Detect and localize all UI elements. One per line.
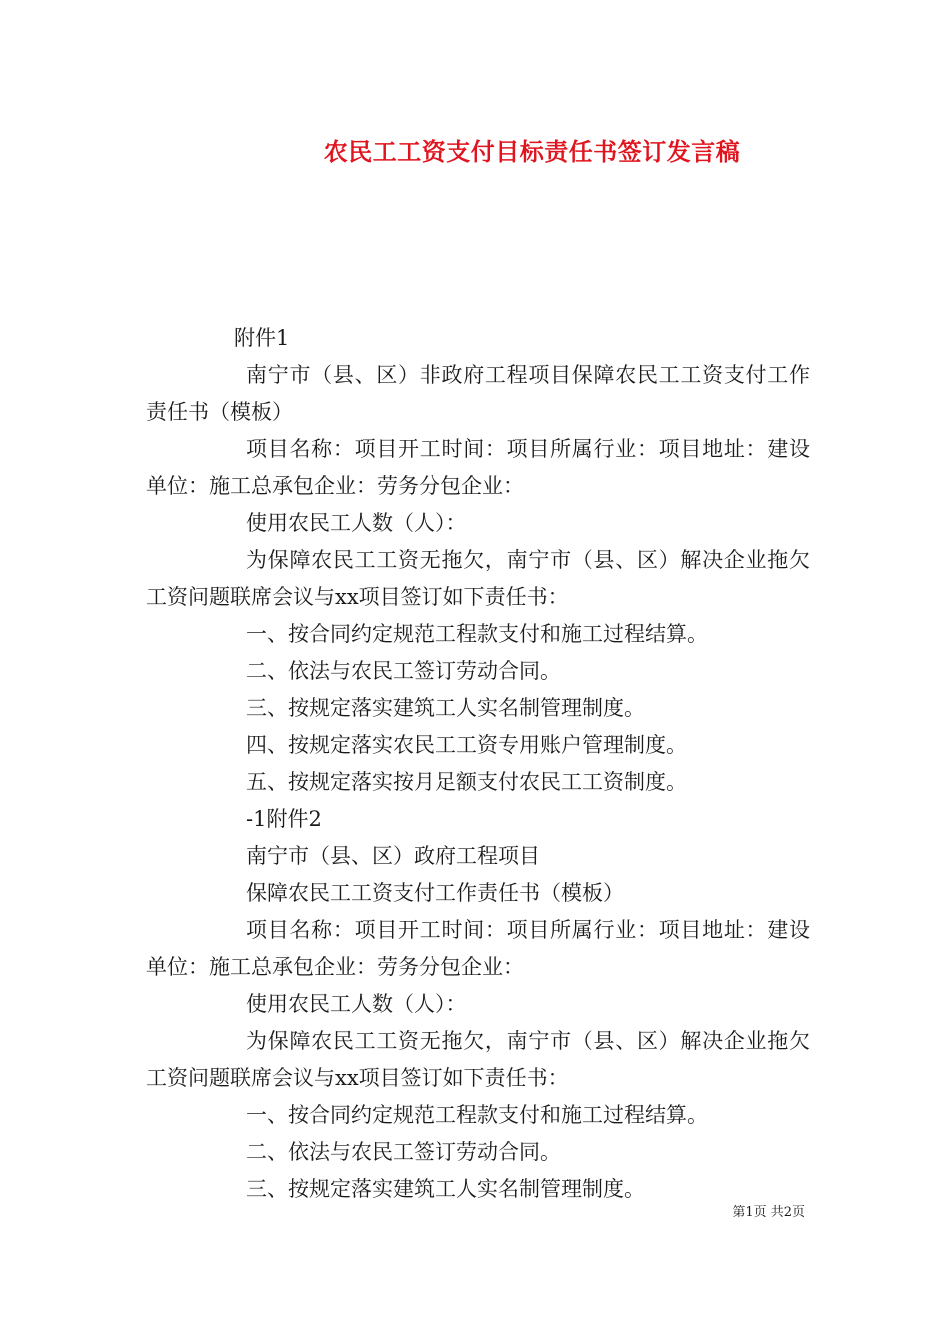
annex-1-label: 附件1: [234, 326, 290, 350]
paragraph: 为保障农民工工资无拖欠，南宁市（县、区）解决企业拖欠工资问题联席会议与xx项目签订如下责任书：: [146, 548, 810, 609]
annex-2-label: -1附件2: [246, 807, 322, 831]
list-item: 四、按规定落实农民工工资专用账户管理制度。: [246, 733, 687, 757]
paragraph: 项目名称：项目开工时间：项目所属行业：项目地址：建设单位：施工总承包企业：劳务分包企业：: [146, 437, 810, 498]
list-item: 二、依法与农民工签订劳动合同。: [246, 659, 561, 683]
paragraph: 南宁市（县、区）非政府工程项目保障农民工工资支付工作责任书（模板）: [146, 363, 810, 424]
list-item: 三、按规定落实建筑工人实名制管理制度。: [246, 1177, 645, 1201]
list-item: 一、按合同约定规范工程款支付和施工过程结算。: [246, 622, 708, 646]
document-body: [146, 320, 810, 1208]
list-item: 三、按规定落实建筑工人实名制管理制度。: [246, 696, 645, 720]
paragraph: 为保障农民工工资无拖欠，南宁市（县、区）解决企业拖欠工资问题联席会议与xx项目签订如下责任书：: [146, 1029, 810, 1090]
paragraph: 使用农民工人数（人）：: [246, 511, 467, 535]
list-item: 五、按规定落实按月足额支付农民工工资制度。: [246, 770, 687, 794]
paragraph: 使用农民工人数（人）：: [246, 992, 467, 1016]
page-footer: 第1页 共2页: [732, 1205, 805, 1220]
paragraph: 保障农民工工资支付工作责任书（模板）: [246, 881, 624, 905]
paragraph: 南宁市（县、区）政府工程项目: [246, 844, 540, 868]
list-item: 一、按合同约定规范工程款支付和施工过程结算。: [246, 1103, 708, 1127]
document-title: 农民工工资支付目标责任书签订发言稿: [323, 137, 741, 166]
paragraph: 项目名称：项目开工时间：项目所属行业：项目地址：建设单位：施工总承包企业：劳务分包企业：: [146, 918, 810, 979]
list-item: 二、依法与农民工签订劳动合同。: [246, 1140, 561, 1164]
